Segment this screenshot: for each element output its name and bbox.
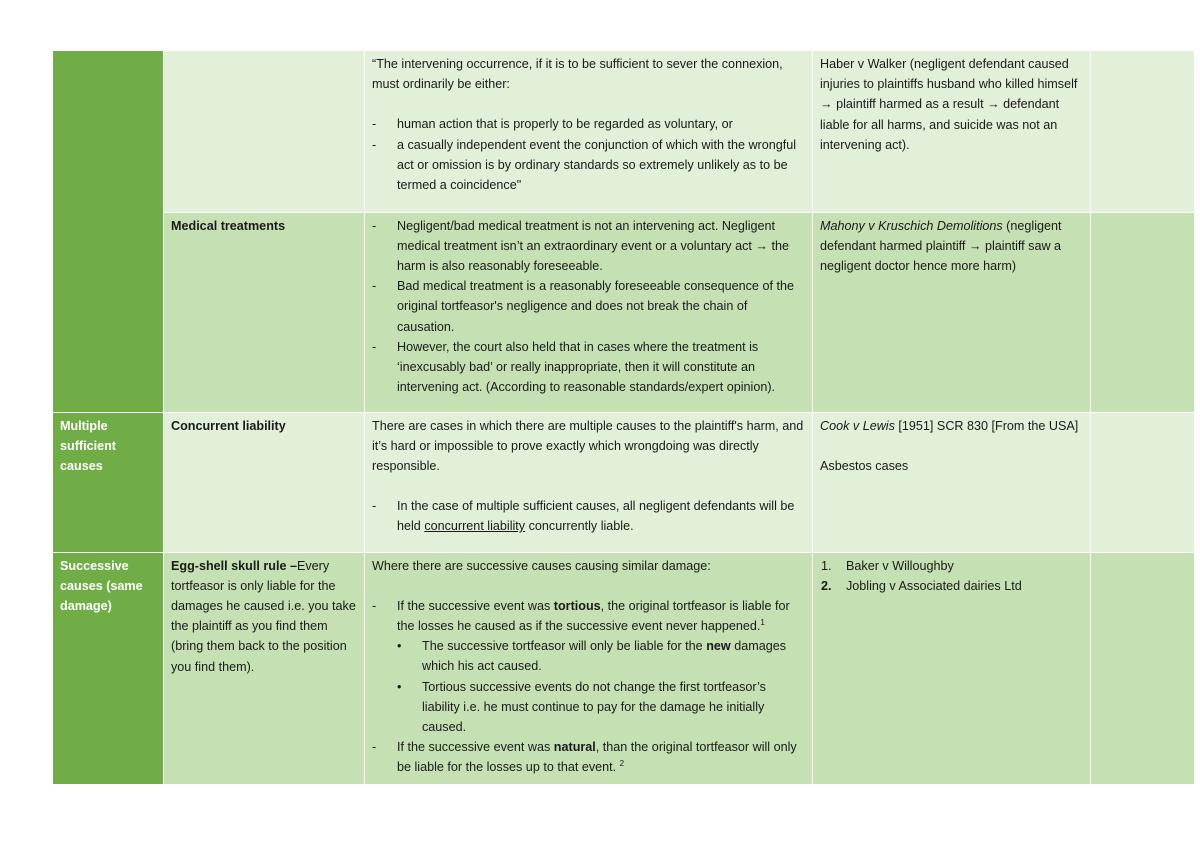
list-item (820, 576, 1084, 596)
explanation-intro: Where there are successive causes causing similar damage: (372, 558, 711, 573)
bullet-marker: • (397, 679, 402, 694)
list-item: - However, the court also held that in cases where the treatment is ‘inexcusably bad’ or really inappropriate, then it will constitute an intervening act. (According to reasonable standards/expert opinion). (372, 337, 806, 398)
topic-cell: Egg-shell skull rule –Every tortfeasor is only liable for the damages he caused i.e. you take the plaintiff as you find them (bring them back to the position you find them). (164, 552, 365, 784)
list-item: - If the successive event was tortious, the original tortfeasor is liable for the losses he caused as if the successive event never happened.$^1$ (372, 596, 806, 636)
explanation-intro: “The intervening occurrence, if it is to be sufficient to sever the connexion, must ordinarily be either: (372, 57, 783, 92)
table-row (53, 51, 1195, 212)
topic-cell (164, 212, 365, 412)
topic-heading: Medical treatments (171, 218, 286, 233)
causation-notes-table (52, 51, 1195, 784)
dash-marker: - (372, 218, 377, 233)
number-marker: 1. (821, 558, 832, 573)
cases-cell (813, 51, 1091, 212)
footnote-ref[interactable]: 1 (760, 617, 765, 627)
case-text: Haber v Walker (negligent defendant caused injuries to plaintiffs husband who killed himself → plaintiff harmed as a result → defendant liable for all harms, and suicide was not an intervening act). (820, 57, 1078, 152)
list-item: - a casually independent event the conjunction of which with the wrongful act or omission is by ordinary standards so extremely unlikely as to be termed a coincidence" (372, 135, 806, 196)
list-item: - human action that is properly to be regarded as voluntary, or (372, 114, 806, 134)
list-item: • Tortious successive events do not change the first tortfeasor’s liability i.e. he must continue to pay for the damage he initially caused. (372, 677, 806, 738)
table-row (53, 552, 1195, 784)
topic-heading: Concurrent liability (171, 418, 286, 433)
category-cell: Multiple sufficient causes (53, 412, 164, 552)
list-item: - Bad medical treatment is a reasonably foreseeable consequence of the original tortfeasor's negligence and does not break the chain of causation. (372, 276, 806, 337)
topic-cell (164, 51, 365, 212)
case-text: Mahony v Kruschich Demolitions (negligent defendant harmed plaintiff → plaintiff saw a negligent doctor hence more harm) (820, 218, 1062, 273)
case-text: Baker v Willoughby (846, 558, 954, 573)
notes-cell (1091, 412, 1195, 552)
list-item: • The successive tortfeasor will only be liable for the new damages which his act caused. (372, 636, 806, 676)
cases-cell (813, 552, 1091, 784)
table-row (53, 212, 1195, 412)
dash-marker: - (372, 499, 377, 514)
case-name: Cook v Lewis (820, 418, 895, 433)
case-text: Cook v Lewis [1951] SCR 830 [From the USA] (820, 418, 1079, 433)
list-item: - If the successive event was natural, than the original tortfeasor will only be liable for the losses up to that event. $^2$ (372, 737, 806, 777)
case-name: Mahony v Kruschich Demolitions (820, 218, 1003, 233)
explanation-cell (365, 552, 813, 784)
topic-cell (164, 412, 365, 552)
topic-heading: Egg-shell skull rule – (171, 558, 297, 573)
explanation-cell (365, 412, 813, 552)
list-item: - In the case of multiple sufficient causes, all negligent defendants will be held concurrent liability concurrently liable. (372, 496, 806, 536)
cases-cell (813, 412, 1091, 552)
dash-marker: - (372, 117, 377, 132)
bullet-marker: • (397, 639, 402, 654)
notes-cell (1091, 552, 1195, 784)
dash-marker: - (372, 339, 377, 354)
case-text: Jobling v Associated dairies Ltd (846, 578, 1022, 593)
dash-marker: - (372, 279, 377, 294)
number-marker: 2. (821, 578, 832, 593)
category-cell: Successive causes (same damage) (53, 552, 164, 784)
dash-marker: - (372, 598, 377, 613)
explanation-cell (365, 212, 813, 412)
dash-marker: - (372, 740, 377, 755)
list-item (820, 556, 1084, 576)
footnote-ref[interactable]: 2 (619, 759, 625, 769)
list-item: - Negligent/bad medical treatment is not an intervening act. Negligent medical treatment isn’t an extraordinary event or a voluntary act → the harm is also reasonably foreseeable. (372, 216, 806, 277)
category-cell (53, 51, 164, 412)
cases-cell (813, 212, 1091, 412)
notes-cell (1091, 51, 1195, 212)
explanation-intro: There are cases in which there are multiple causes to the plaintiff's harm, and it’s hard or impossible to prove exactly which wrongdoing was directly responsible. (372, 418, 804, 473)
table-row (53, 412, 1195, 552)
dash-marker: - (372, 137, 377, 152)
explanation-cell (365, 51, 813, 212)
case-text: Asbestos cases (820, 458, 909, 473)
notes-cell (1091, 212, 1195, 412)
